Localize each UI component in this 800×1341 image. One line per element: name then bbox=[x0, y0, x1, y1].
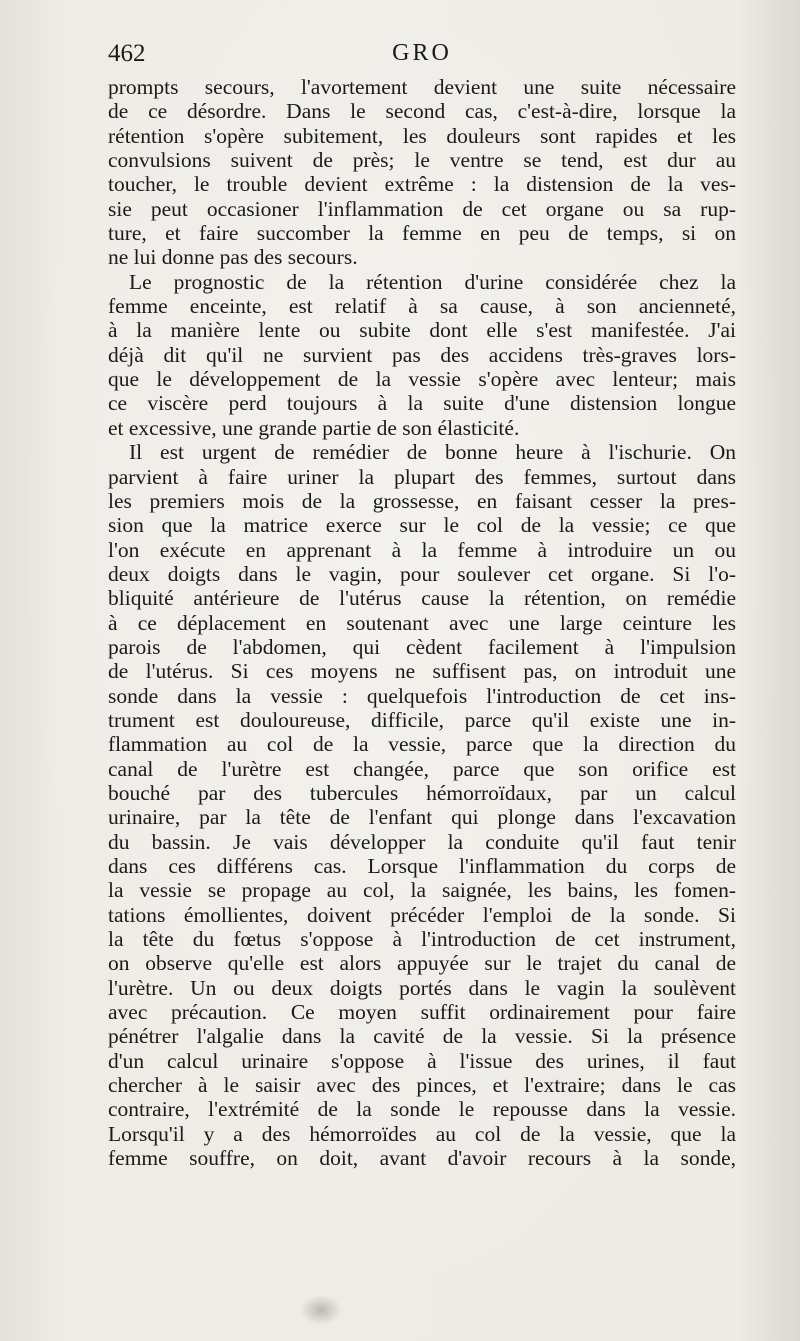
text-line: de ce désordre. Dans le second cas, c'est-à-dire, lorsque la bbox=[108, 99, 736, 124]
text-line: tations émollientes, doivent précéder l'emploi de la sonde. Si bbox=[108, 902, 736, 927]
text-line: sion que la matrice exerce sur le col de la vessie; ce que bbox=[108, 513, 736, 538]
text-line: bliquité antérieure de l'utérus cause la rétention, on remédie bbox=[108, 586, 736, 611]
text-line: de l'utérus. Si ces moyens ne suffisent pas, on introduit une bbox=[108, 659, 736, 684]
text-line: que le développement de la vessie s'opère avec lenteur; mais bbox=[108, 367, 736, 392]
text-line: prompts secours, l'avortement devient une suite nécessaire bbox=[108, 75, 736, 99]
text-line: l'urètre. Un ou deux doigts portés dans le vagin la soulèvent bbox=[108, 975, 736, 1000]
text-line: parvient à faire uriner la plupart des femmes, surtout dans bbox=[108, 464, 736, 489]
text-line: contraire, l'extrémité de la sonde le repousse dans la vessie. bbox=[108, 1097, 736, 1122]
text-line: sie peut occasioner l'inflammation de cet organe ou sa rup- bbox=[108, 196, 736, 221]
text-line: toucher, le trouble devient extrême : la distension de la ves- bbox=[108, 172, 736, 197]
body-text bbox=[108, 75, 736, 1170]
ink-smudge bbox=[300, 1295, 342, 1325]
text-line: la tête du fœtus s'oppose à l'introduction de cet instrument, bbox=[108, 927, 736, 952]
text-line: Le prognostic de la rétention d'urine considérée chez la bbox=[129, 269, 736, 294]
text-line: deux doigts dans le vagin, pour soulever cet organe. Si l'o- bbox=[108, 561, 736, 586]
running-head: GRO bbox=[392, 40, 452, 66]
text-line: Lorsqu'il y a des hémorroïdes au col de la vessie, que la bbox=[108, 1121, 736, 1146]
page-header bbox=[108, 40, 736, 72]
text-line: flammation au col de la vessie, parce que la direction du bbox=[108, 732, 736, 757]
text-line: sonde dans la vessie : quelquefois l'introduction de cet ins- bbox=[108, 683, 736, 708]
text-line: du bassin. Je vais développer la conduite qu'il faut tenir bbox=[108, 829, 736, 854]
text-line: convulsions suivent de près; le ventre se tend, est dur au bbox=[108, 148, 736, 173]
text-line: avec précaution. Ce moyen suffit ordinairement pour faire bbox=[108, 1000, 736, 1025]
text-line: dans ces différens cas. Lorsque l'inflammation du corps de bbox=[108, 854, 736, 878]
text-line: et excessive, une grande partie de son élasticité. bbox=[108, 415, 520, 440]
text-line: ce viscère perd toujours à la suite d'une distension longue bbox=[108, 391, 736, 416]
text-line: bouché par des tubercules hémorroïdaux, par un calcul bbox=[108, 780, 736, 805]
text-line: ture, et faire succomber la femme en peu de temps, si on bbox=[108, 221, 736, 246]
text-line: d'un calcul urinaire s'oppose à l'issue des urines, il faut bbox=[108, 1048, 736, 1073]
text-line: femme enceinte, est relatif à sa cause, à son ancienneté, bbox=[108, 294, 736, 319]
text-line: on observe qu'elle est alors appuyée sur le trajet du canal de bbox=[108, 951, 736, 976]
text-line: pénétrer l'algalie dans la cavité de la vessie. Si la présence bbox=[108, 1024, 736, 1049]
text-line: à ce déplacement en soutenant avec une large ceinture les bbox=[108, 610, 736, 635]
text-line: la vessie se propage au col, la saignée, les bains, les fomen- bbox=[108, 878, 736, 903]
text-line: urinaire, par la tête de l'enfant qui plonge dans l'excavation bbox=[108, 805, 736, 830]
text-line: les premiers mois de la grossesse, en faisant cesser la pres- bbox=[108, 488, 736, 513]
text-line: l'on exécute en apprenant à la femme à introduire un ou bbox=[108, 537, 736, 562]
text-line: parois de l'abdomen, qui cèdent facilement à l'impulsion bbox=[108, 634, 736, 659]
text-line: à la manière lente ou subite dont elle s'est manifestée. J'ai bbox=[108, 318, 736, 343]
text-line: Il est urgent de remédier de bonne heure à l'ischurie. On bbox=[129, 440, 736, 465]
page-number: 462 bbox=[108, 40, 146, 67]
text-line: femme souffre, on doit, avant d'avoir recours à la sonde, bbox=[108, 1146, 736, 1171]
text-line: rétention s'opère subitement, les douleurs sont rapides et les bbox=[108, 123, 736, 148]
text-line: ne lui donne pas des secours. bbox=[108, 245, 358, 270]
text-line: canal de l'urètre est changée, parce que son orifice est bbox=[108, 756, 736, 781]
text-line: chercher à le saisir avec des pinces, et l'extraire; dans le cas bbox=[108, 1073, 736, 1098]
text-line: déjà dit qu'il ne survient pas des accidens très-graves lors- bbox=[108, 342, 736, 367]
text-line: trument est douloureuse, difficile, parce qu'il existe une in- bbox=[108, 707, 736, 732]
